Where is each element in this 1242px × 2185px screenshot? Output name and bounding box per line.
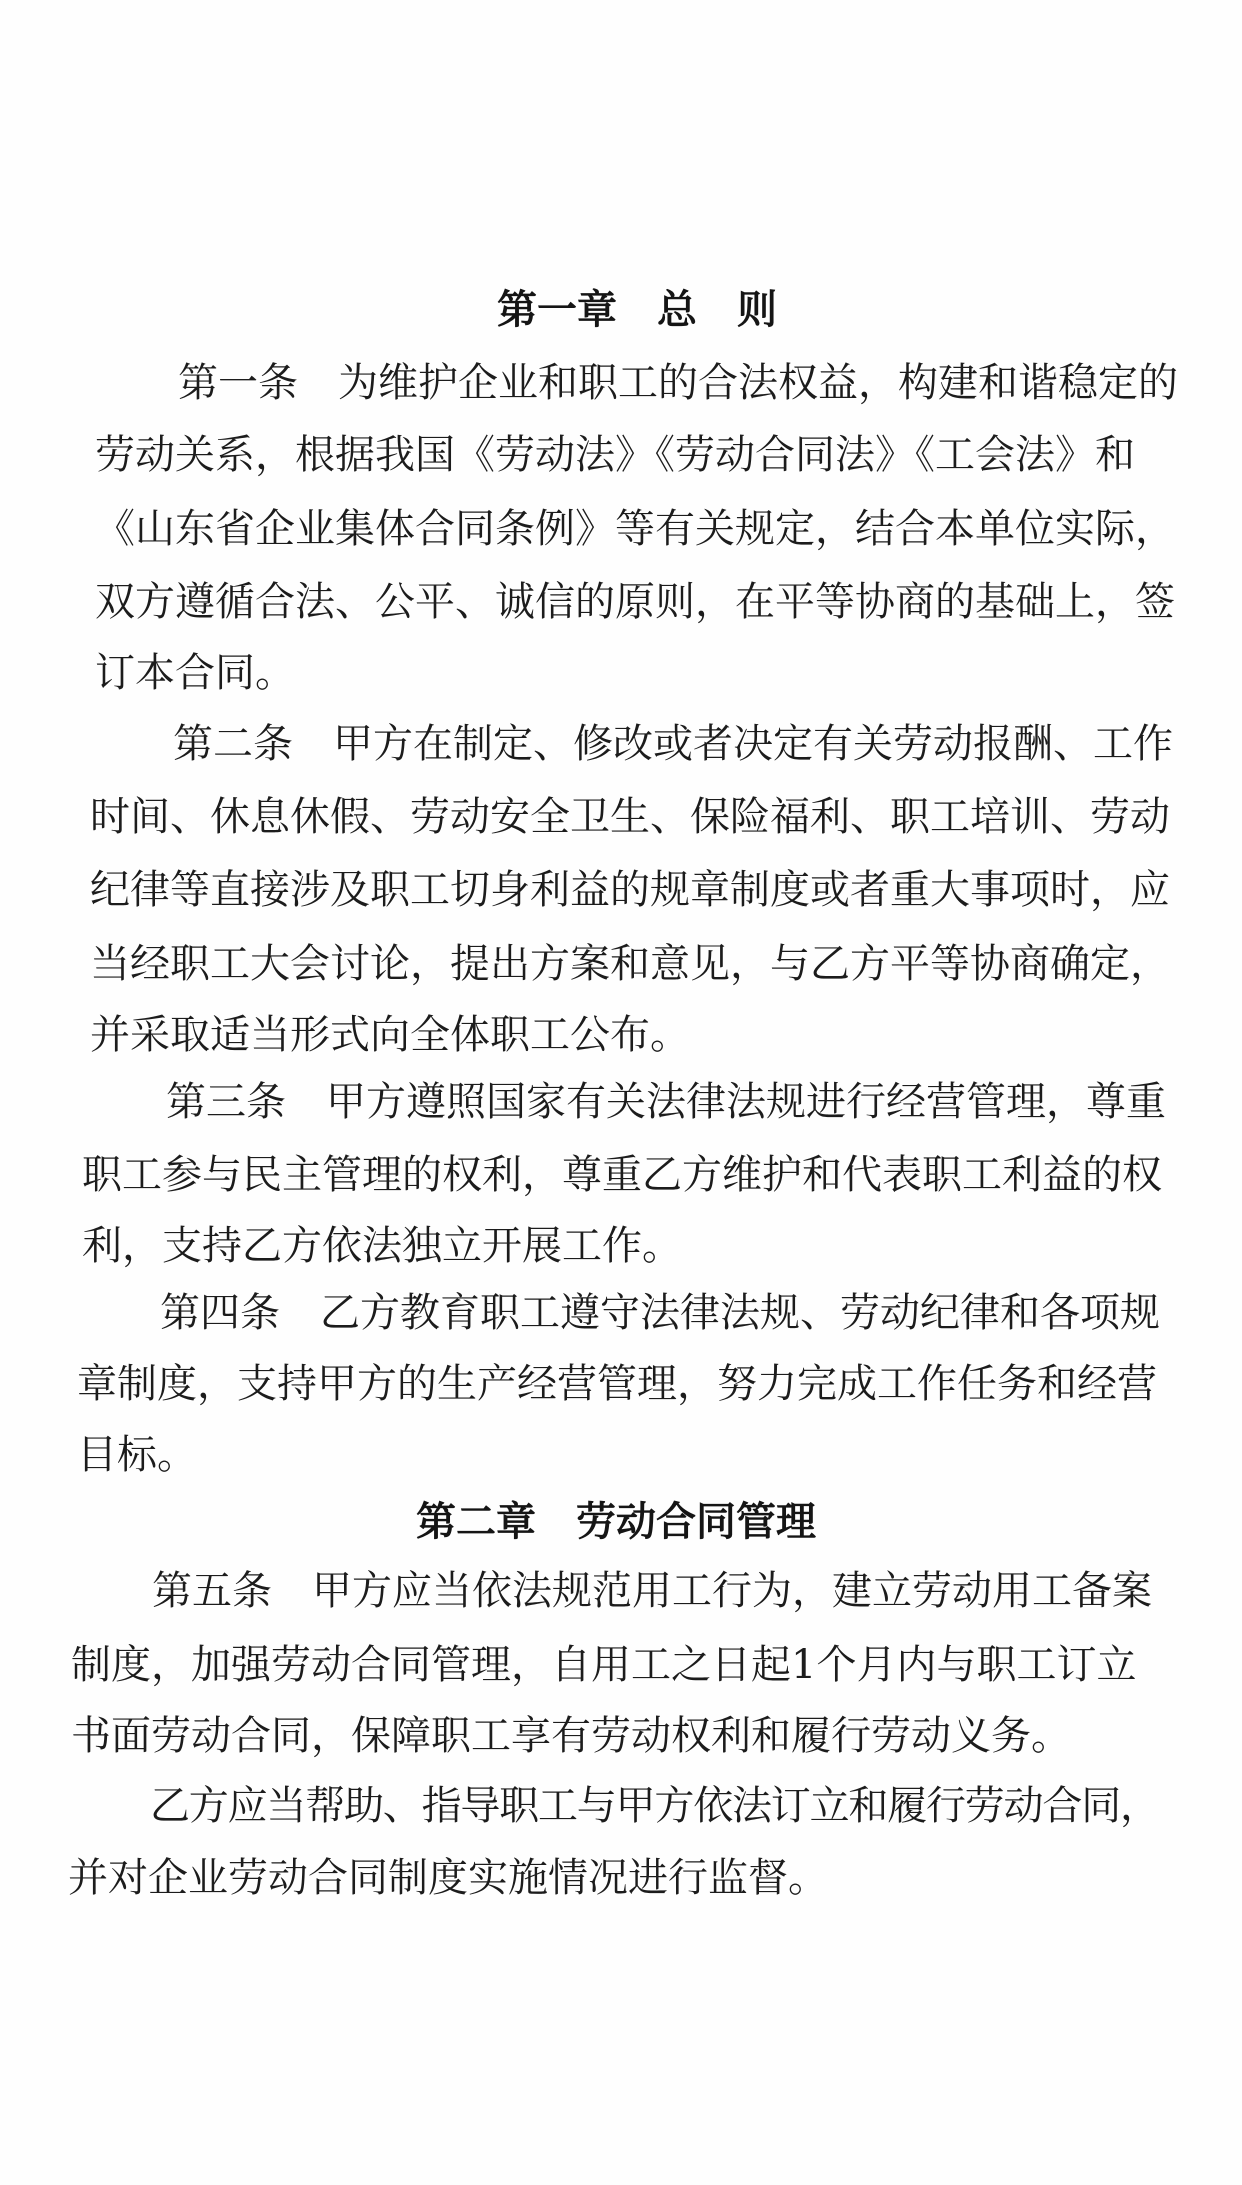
article-2-line-2: 时间、休息休假、劳动安全卫生、保险福利、职工培训、劳动: [90, 794, 1170, 840]
article-2-line-4: 当经职工大会讨论，提出方案和意见，与乙方平等协商确定，: [90, 941, 1170, 987]
article-1-line-1: 第一条 为维护企业和职工的合法权益，构建和谐稳定的: [178, 360, 1178, 406]
article-5-line-2: 制度，加强劳动合同管理，自用工之日起1个月内与职工订立: [71, 1642, 1137, 1688]
chapter-2-heading: 第二章 劳动合同管理: [416, 1499, 816, 1545]
article-5-para-2-line-2: 并对企业劳动合同制度实施情况进行监督。: [68, 1855, 828, 1901]
article-1-line-5: 订本合同。: [95, 650, 295, 696]
article-4-line-1: 第四条 乙方教育职工遵守法律法规、劳动纪律和各项规: [160, 1290, 1160, 1336]
article-5-line-3: 书面劳动合同，保障职工享有劳动权利和履行劳动义务。: [71, 1713, 1071, 1759]
article-2-line-1: 第二条 甲方在制定、修改或者决定有关劳动报酬、工作: [173, 721, 1173, 767]
chapter-1-heading: 第一章 总 则: [497, 287, 777, 333]
article-2-line-3: 纪律等直接涉及职工切身利益的规章制度或者重大事项时，应: [90, 867, 1170, 913]
article-5-para-2-line-1: 乙方应当帮助、指导职工与甲方依法订立和履行劳动合同，: [150, 1783, 1159, 1829]
article-3-line-2: 职工参与民主管理的权利，尊重乙方维护和代表职工利益的权: [82, 1152, 1162, 1198]
article-4-line-3: 目标。: [77, 1432, 197, 1478]
article-1-line-3: 《山东省企业集体合同条例》等有关规定，结合本单位实际，: [95, 506, 1175, 552]
article-5-line-1: 第五条 甲方应当依法规范用工行为，建立劳动用工备案: [152, 1568, 1152, 1614]
article-1-line-2: 劳动关系，根据我国《劳动法》《劳动合同法》《工会法》和: [95, 432, 1135, 478]
article-2-line-5: 并采取适当形式向全体职工公布。: [90, 1012, 690, 1058]
article-4-line-2: 章制度，支持甲方的生产经营管理，努力完成工作任务和经营: [77, 1361, 1157, 1407]
article-3-line-3: 利，支持乙方依法独立开展工作。: [82, 1223, 682, 1269]
article-3-line-1: 第三条 甲方遵照国家有关法律法规进行经营管理，尊重: [166, 1079, 1166, 1125]
article-1-line-4: 双方遵循合法、公平、诚信的原则，在平等协商的基础上，签: [95, 579, 1175, 625]
